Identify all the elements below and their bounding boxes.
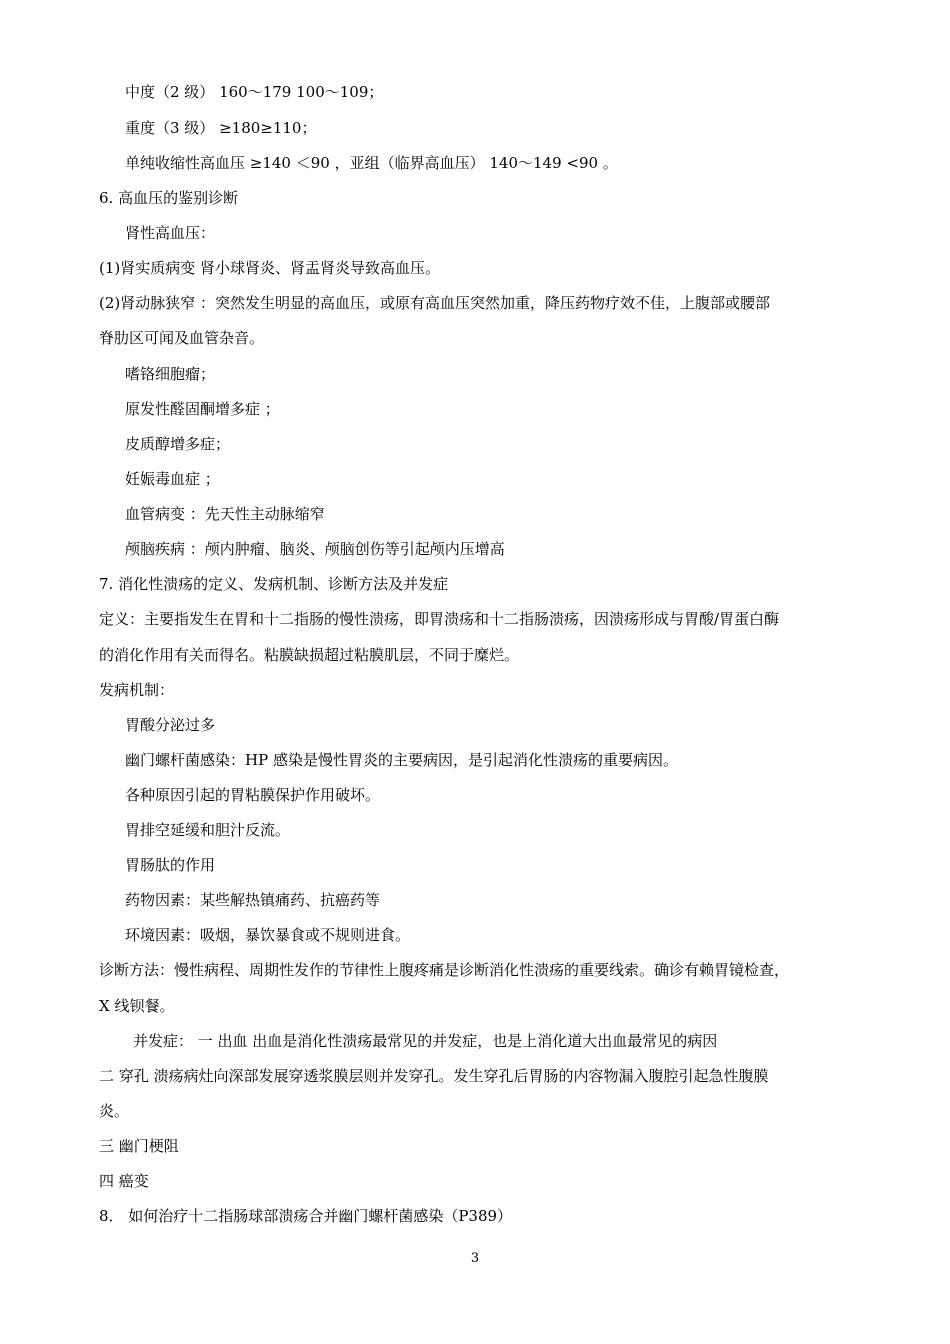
text-line: 胃肠肽的作用 [125, 856, 216, 874]
text-line: 炎。 [99, 1102, 130, 1120]
text-line: 胃酸分泌过多 [125, 716, 216, 734]
text-line: X 线钡餐。 [99, 997, 175, 1015]
text-line: 嗜铬细胞瘤； [125, 365, 216, 383]
text-line: 皮质醇增多症； [125, 435, 231, 453]
text-line: 各种原因引起的胃粘膜保护作用破坏。 [125, 786, 381, 804]
text-line: 胃排空延缓和胆汁反流。 [125, 821, 291, 839]
text-line: 发病机制： [99, 681, 175, 699]
text-line: 药物因素：某些解热镇痛药、抗癌药等 [125, 891, 381, 909]
text-line: 四 癌变 [99, 1172, 149, 1190]
section-heading: 6. 高血压的鉴别诊断 [99, 189, 239, 207]
text-line: 诊断方法：慢性病程、周期性发作的节律性上腹疼痛是诊断消化性溃疡的重要线索。确诊有赖胃镜检查， [99, 961, 790, 979]
text-line: 幽门螺杆菌感染：HP 感染是慢性胃炎的主要病因，是引起消化性溃疡的重要病因。 [125, 751, 678, 769]
page-number: 3 [470, 1251, 480, 1266]
text-line: 妊娠毒血症 ； [125, 470, 220, 488]
text-line: 单纯收缩性高血压 ≥140 ＜90 ，亚组（临界高血压） 140～149 <90 。 [125, 154, 618, 172]
text-line: (1)肾实质病变 肾小球肾炎、肾盂肾炎导致高血压。 [99, 259, 441, 277]
text-line: 原发性醛固酮增多症 ； [125, 400, 280, 418]
text-line: 定义：主要指发生在胃和十二指肠的慢性溃疡，即胃溃疡和十二指肠溃疡，因溃疡形成与胃酸/胃蛋白酶 [99, 610, 780, 628]
text-line: 并发症： 一 出血 出血是消化性溃疡最常见的并发症，也是上消化道大出血最常见的病因 [133, 1032, 718, 1050]
text-line: 的消化作用有关而得名。粘膜缺损超过粘膜肌层，不同于糜烂。 [99, 646, 520, 664]
text-line: 脊肋区可闻及血管杂音。 [99, 329, 265, 347]
text-line: 肾性高血压： [125, 224, 216, 242]
text-line: 环境因素：吸烟，暴饮暴食或不规则进食。 [125, 926, 411, 944]
text-line: 颅脑疾病 ：颅内肿瘤、脑炎、颅脑创伤等引起颅内压增高 [125, 540, 505, 558]
text-line: 中度（2 级） 160～179 100～109； [125, 83, 384, 101]
text-line: 血管病变 ：先天性主动脉缩窄 [125, 505, 325, 523]
text-line: 二 穿孔 溃疡病灶向深部发展穿透浆膜层则并发穿孔。发生穿孔后胃肠的内容物漏入腹腔引起急性腹膜 [99, 1067, 769, 1085]
text-line: 三 幽门梗阻 [99, 1137, 179, 1155]
section-heading: 8． 如何治疗十二指肠球部溃疡合并幽门螺杆菌感染（P389） [99, 1207, 513, 1225]
section-heading: 7. 消化性溃疡的定义、发病机制、诊断方法及并发症 [99, 575, 449, 593]
text-line: (2)肾动脉狭窄 ：突然发生明显的高血压，或原有高血压突然加重，降压药物疗效不佳，上腹部或腰部 [99, 294, 771, 312]
text-line: 重度（3 级） ≥180≥110； [125, 119, 317, 137]
